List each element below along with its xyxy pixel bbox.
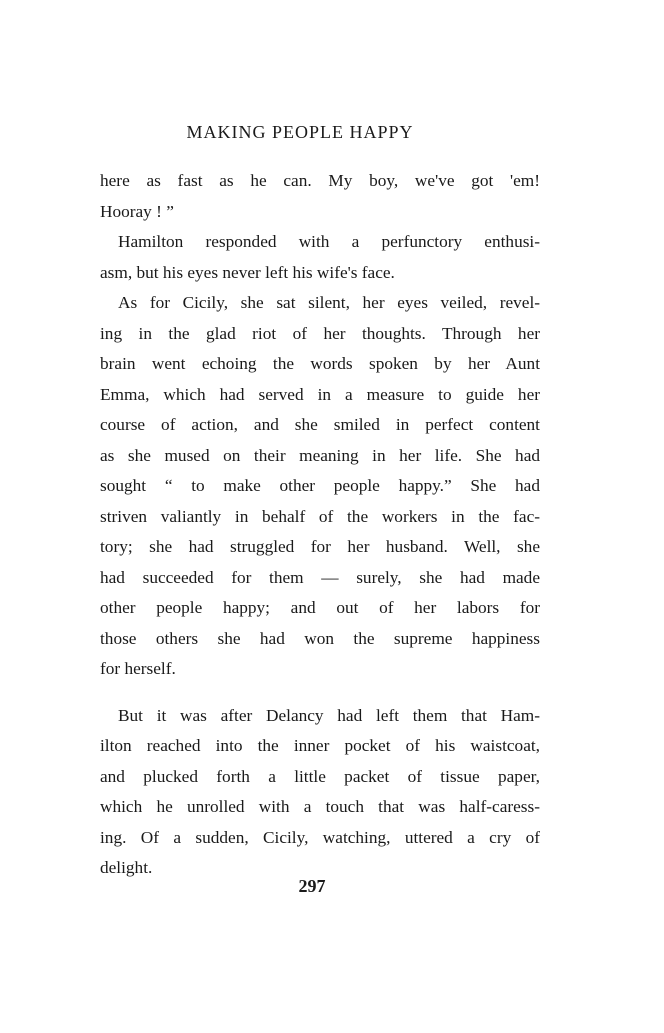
text-line: other people happy; and out of her labors for bbox=[100, 598, 540, 617]
text-line: Emma, which had served in a measure to guide her bbox=[100, 384, 540, 404]
text-line: tory; she had struggled for her husband. Well, she bbox=[100, 537, 540, 556]
text-line: Hooray ! ” bbox=[100, 201, 174, 221]
text-line: and plucked forth a little packet of tissue paper, bbox=[100, 766, 540, 786]
text-line: ing. Of a sudden, Cicily, watching, uttered a cry of bbox=[100, 827, 540, 847]
text-line: for herself. bbox=[100, 659, 176, 678]
text-line: ing in the glad riot of her thoughts. Through her bbox=[100, 323, 540, 343]
text-line: which he unrolled with a touch that was half-caress- bbox=[100, 797, 540, 816]
text-line: ilton reached into the inner pocket of his waistcoat, bbox=[100, 736, 540, 755]
text-line: striven valiantly in behalf of the workers in the fac- bbox=[100, 506, 540, 526]
text-line: had succeeded for them — surely, she had made bbox=[100, 567, 540, 587]
text-line: those others she had won the supreme happiness bbox=[100, 628, 540, 648]
body-text bbox=[100, 166, 540, 884]
text-line: But it was after Delancy had left them that Ham- bbox=[118, 705, 540, 725]
text-line: delight. bbox=[100, 858, 153, 877]
text-line: Hamilton responded with a perfunctory enthusi- bbox=[118, 232, 540, 251]
text-line: sought “ to make other people happy.” She had bbox=[100, 476, 540, 495]
text-line: brain went echoing the words spoken by her Aunt bbox=[100, 354, 540, 373]
text-line: asm, but his eyes never left his wife's face. bbox=[100, 262, 395, 282]
text-line: As for Cicily, she sat silent, her eyes veiled, revel- bbox=[118, 293, 540, 312]
text-line: course of action, and she smiled in perfect content bbox=[100, 415, 540, 434]
text-line: here as fast as he can. My boy, we've got 'em! bbox=[100, 171, 540, 190]
paragraph-gap bbox=[100, 685, 540, 701]
page-number: 297 bbox=[298, 876, 326, 896]
text-line: as she mused on their meaning in her life. She had bbox=[100, 445, 540, 465]
running-header: MAKING PEOPLE HAPPY bbox=[186, 122, 414, 142]
